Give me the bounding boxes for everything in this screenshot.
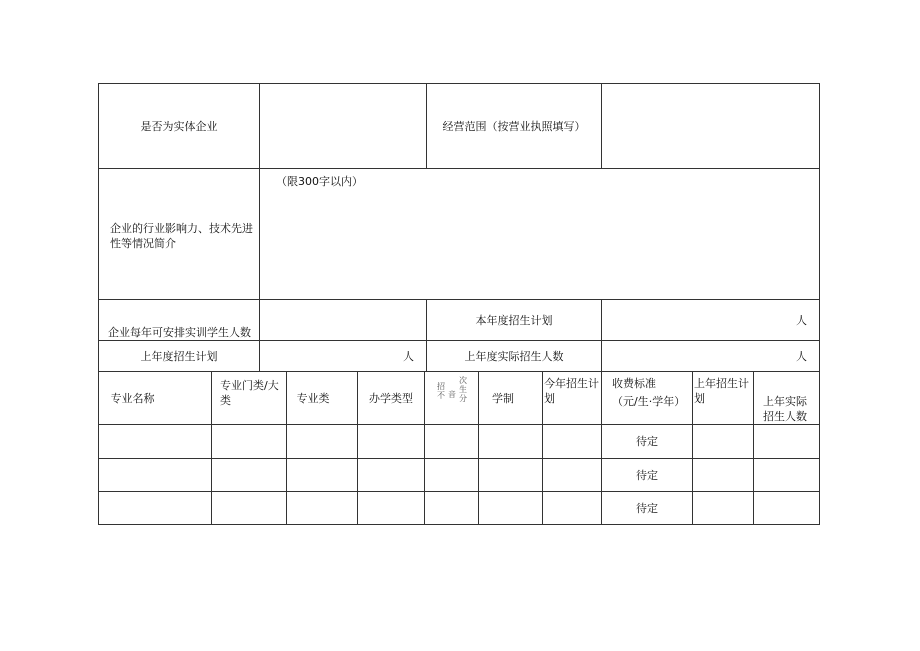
col-header-last-actual: 上年实际招生人数 [763, 395, 807, 423]
col-header-last-plan: 上年招生计划 [694, 377, 749, 405]
row-divider-6 [98, 458, 820, 459]
enroll-batch-text-3: 招不 [436, 382, 446, 400]
business-scope-label: 经营范围（按营业执照填写） [442, 119, 586, 133]
vline-lower-6 [542, 371, 543, 525]
border-bottom [98, 524, 820, 525]
last-year-actual-label: 上年度实际招生人数 [464, 349, 564, 363]
row-divider-4 [98, 371, 820, 372]
training-students-label: 企业每年可安排实训学生人数 [108, 326, 251, 339]
border-right [819, 83, 820, 525]
training-students-field[interactable] [260, 300, 426, 340]
table-row-2-fee[interactable]: 待定 [636, 468, 658, 482]
col-header-enroll-batch [425, 376, 478, 422]
table-row-1-fee[interactable]: 待定 [636, 435, 658, 448]
industry-influence-label: 企业的行业影响力、技术先进性等情况简介 [110, 222, 253, 250]
col-header-fee [612, 376, 692, 420]
row-divider-7 [98, 491, 820, 492]
row-divider-5 [98, 424, 820, 425]
col-header-major-name: 专业名称 [110, 391, 155, 405]
last-year-plan-field[interactable]: 人 [403, 349, 414, 363]
col-header-school-type: 办学类型 [369, 391, 413, 405]
fee-header-line1: 收费标准 [612, 377, 656, 390]
col-header-duration: 学制 [492, 391, 514, 405]
col-header-this-year-plan: 今年招生计划 [544, 377, 599, 405]
is-entity-field[interactable] [260, 84, 426, 168]
vline-lower-8 [692, 371, 693, 525]
vline-lower-9 [753, 371, 754, 525]
word-limit-note: （限300字以内） [276, 175, 363, 188]
enroll-batch-text-2: 音 [447, 390, 457, 399]
col-header-major-class: 专业类 [296, 391, 330, 405]
enroll-batch-text-1: 次生分 [458, 376, 468, 403]
fee-header-line2: （元/生·学年） [612, 395, 686, 408]
last-year-actual-field[interactable]: 人 [796, 349, 807, 363]
this-year-plan-field[interactable]: 人 [796, 313, 807, 327]
this-year-plan-label: 本年度招生计划 [475, 313, 553, 327]
col-header-major-category: 专业门类/大类 [220, 379, 279, 407]
last-year-plan-label: 上年度招生计划 [140, 349, 218, 363]
table-row-3-fee[interactable]: 待定 [636, 501, 658, 515]
vline-lower-1 [211, 371, 212, 525]
business-scope-field[interactable] [602, 84, 819, 168]
is-entity-label: 是否为实体企业 [140, 119, 218, 133]
